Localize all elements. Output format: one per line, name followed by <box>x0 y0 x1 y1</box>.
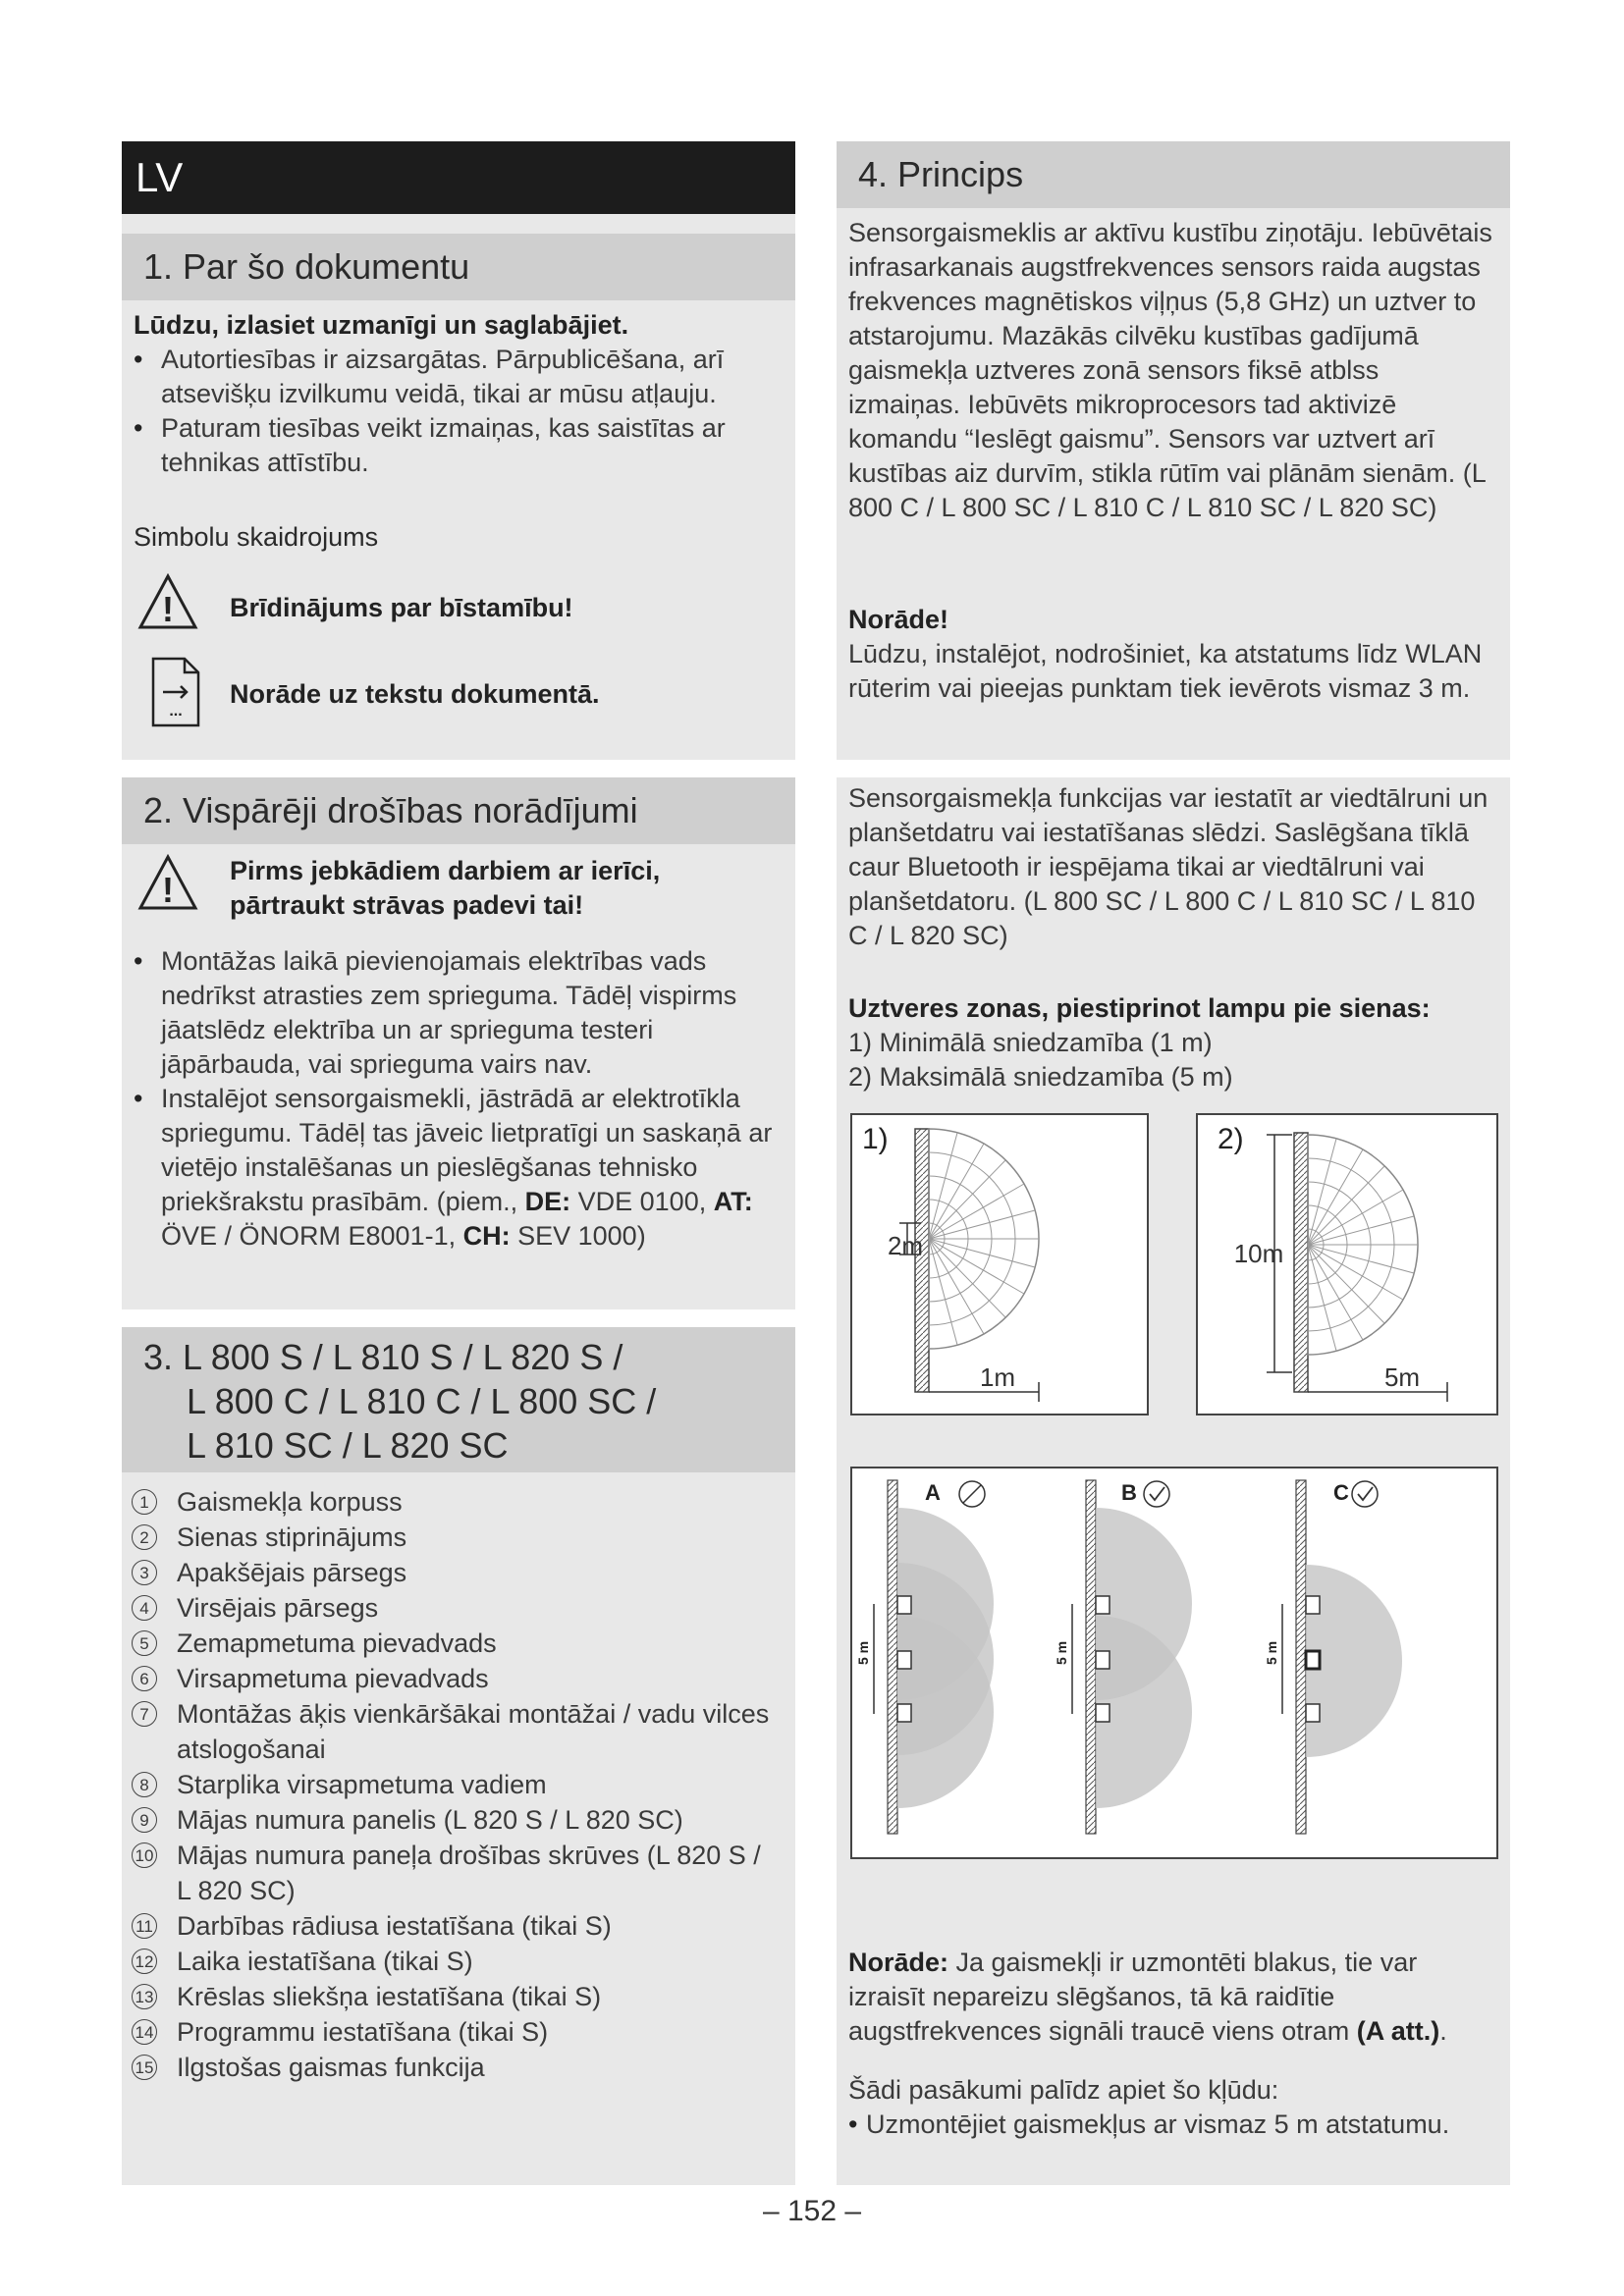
svg-text:!: ! <box>162 589 174 629</box>
list-item <box>132 1520 780 1555</box>
height-label: 2m <box>887 1231 924 1260</box>
interference-note: Norāde: Ja gaismekļi ir uzmontēti blakus, tie var izraisīt nepareizu slēgšanos, tā kā raidītie augstfrekvences signāli traucē viens otram (A att.). <box>848 1948 1447 2046</box>
placement-diagram <box>852 1468 1496 1857</box>
list-item-text: Darbības rādiusa iestatīšana (tikai S) <box>177 1911 612 1941</box>
list-item <box>132 1838 780 1908</box>
distance-label: 5 m <box>855 1640 871 1665</box>
divider <box>837 760 1510 777</box>
list-item <box>132 1908 780 1944</box>
list-item-text: Mājas numura paneļa drošības skrūves (L 820 S / L 820 SC) <box>177 1841 761 1905</box>
number-badge: 5 <box>132 1630 157 1656</box>
list-item-text: Starplika virsapmetuma vadiem <box>177 1770 547 1799</box>
number-badge: 8 <box>132 1772 157 1797</box>
distance-label: 5 m <box>1054 1640 1069 1665</box>
list-item <box>132 1590 780 1626</box>
figure-label: 2) <box>1218 1123 1244 1155</box>
list-item <box>132 1767 780 1802</box>
list-item-text: Apakšējais pārsegs <box>177 1558 407 1587</box>
list-item-text: Montāžas āķis vienkāršākai montāžai / vadu vilces atslogošanai <box>177 1699 770 1764</box>
list-item <box>132 1979 780 2014</box>
height-label: 10m <box>1233 1239 1284 1268</box>
section-2-warning: Pirms jebkādiem darbiem ar ierīci, pārtraukt strāvas padevi tai! <box>230 856 661 920</box>
list-item <box>132 1944 780 1979</box>
warning-icon <box>137 854 198 916</box>
number-badge: 1 <box>132 1489 157 1515</box>
list-item-text: Laika iestatīšana (tikai S) <box>177 1947 473 1976</box>
number-badge: 7 <box>132 1701 157 1727</box>
section-1-title: 1. Par šo dokumentu <box>122 234 795 300</box>
number-badge: 12 <box>132 1949 157 1974</box>
measures-intro: Šādi pasākumi palīdz apiet šo kļūdu: <box>848 2075 1279 2105</box>
prohibited-icon <box>959 1481 985 1507</box>
range-diagram-min <box>852 1115 1147 1414</box>
number-badge: 9 <box>132 1807 157 1833</box>
number-badge: 6 <box>132 1666 157 1691</box>
bullet: • Montāžas laikā pievienojamais elektrības vads nedrīkst atrasties zem sprieguma. Tādēļ vispirms jāatslēdz elektrība un ar sprieguma testeri jāpārbauda, vai sprieguma vairs nav. <box>122 944 782 1082</box>
list-item <box>132 2014 780 2050</box>
zone-1-text: 1) Minimālā sniedzamība (1 m) <box>848 1028 1213 1057</box>
figure-label: 1) <box>862 1123 889 1155</box>
number-badge: 14 <box>132 2019 157 2045</box>
bullet: • Paturam tiesības veikt izmaiņas, kas saistītas ar tehnikas attīstību. <box>122 411 770 480</box>
section-2-bullets <box>122 944 782 1254</box>
list-item <box>132 1661 780 1696</box>
variant-a <box>855 1480 994 1834</box>
checkmark-icon <box>1352 1481 1378 1507</box>
variant-c-label: C <box>1333 1480 1349 1505</box>
measures-list <box>837 2108 1504 2142</box>
section-3-title: 3. L 800 S / L 810 S / L 820 S / L 800 C / L 810 C / L 800 SC / L 810 SC / L 820 SC <box>122 1327 795 1472</box>
page-number: – 152 – <box>762 2195 862 2227</box>
figure-min-range <box>850 1113 1149 1415</box>
variant-b <box>1054 1480 1192 1834</box>
list-item-text: Mājas numura panelis (L 820 S / L 820 SC) <box>177 1805 683 1835</box>
number-badge: 13 <box>132 1984 157 2009</box>
radius-label: 1m <box>979 1362 1016 1392</box>
section-2-title: 2. Vispārēji drošības norādījumi <box>122 777 795 844</box>
checkmark-icon <box>1144 1481 1169 1507</box>
number-badge: 3 <box>132 1560 157 1585</box>
section-4-title: 4. Princips <box>837 141 1510 208</box>
range-diagram-max <box>1198 1115 1496 1414</box>
warning-icon <box>137 573 198 635</box>
functions-paragraph: Sensorgaismekļa funkcijas var iestatīt ar viedtālruni un planšetdatru vai iestatīšanas slēdzi. Saslēgšana tīklā caur Bluetooth ir iespējama tikai ar viedtālruni vai planšetdatoru. (L 800 SC / L 800 C / L 810 SC / L 810 C / L 820 SC) <box>848 783 1489 950</box>
bullet: • Autortiesības ir aizsargātas. Pārpublicēšana, arī atsevišķu izvilkumu veidā, tikai ar mūsu atļauju. <box>122 343 770 411</box>
divider <box>122 760 795 777</box>
symbol-warning-label: Brīdinājums par bīstamību! <box>230 593 573 622</box>
number-badge: 10 <box>132 1842 157 1868</box>
note-text: Lūdzu, instalējot, nodrošiniet, ka atstatums līdz WLAN rūterim vai pieejas punktam tiek ievērots vismaz 3 m. <box>848 639 1483 703</box>
number-badge: 15 <box>132 2055 157 2080</box>
principle-paragraph: Sensorgaismeklis ar aktīvu kustību ziņotāju. Iebūvētais infrasarkanais augstfrekvences sensors raida augstas frekvences magnētiskos viļņus (5,8 GHz) un uztver to atstarojumu. Mazākās cilvēku kustības gadījumā gaismekļa uztveres zonā sensors fiksē atblss izmaiņas. Iebūvēts mikroprocesors tad aktivizē komandu “Ieslēgt gaismu”. Sensors var uztvert arī kustības aiz durvīm, stikla rūtīm vai plānām sienām. (L 800 C / L 800 SC / L 810 C / L 810 SC / L 820 SC) <box>848 218 1492 522</box>
list-item-text: Ilgstošas gaismas funkcija <box>177 2053 485 2082</box>
list-item <box>132 1802 780 1838</box>
list-item-text: Gaismekļa korpuss <box>177 1487 403 1517</box>
radius-label: 5m <box>1383 1362 1421 1392</box>
number-badge: 11 <box>132 1913 157 1939</box>
variant-c <box>1264 1480 1402 1834</box>
bullet: • Uzmontējiet gaismekļus ar vismaz 5 m atstatumu. <box>837 2108 1504 2142</box>
number-badge: 4 <box>132 1595 157 1621</box>
list-item-text: Sienas stiprinājums <box>177 1522 407 1552</box>
svg-text:!: ! <box>162 870 174 910</box>
language-tab: LV <box>122 141 795 214</box>
number-badge: 2 <box>132 1524 157 1550</box>
list-item-text: Virsējais pārsegs <box>177 1593 379 1623</box>
section-1-lead: Lūdzu, izlasiet uzmanīgi un saglabājiet. <box>134 310 629 340</box>
figure-max-range <box>1196 1113 1498 1415</box>
list-item <box>132 1484 780 1520</box>
document-reference-icon <box>151 657 200 732</box>
right-column <box>837 141 1510 2185</box>
list-item <box>132 2050 780 2085</box>
parts-list <box>132 1484 780 2085</box>
note-title: Norāde! <box>848 605 949 634</box>
symbols-title: Simbolu skaidrojums <box>134 522 379 552</box>
distance-label: 5 m <box>1264 1640 1279 1665</box>
variant-a-label: A <box>925 1480 941 1505</box>
list-item <box>132 1626 780 1661</box>
symbol-reference-label: Norāde uz tekstu dokumentā. <box>230 679 600 709</box>
zones-title: Uztveres zonas, piestiprinot lampu pie sienas: <box>848 993 1431 1023</box>
svg-text:...: ... <box>169 703 183 720</box>
list-item-text: Zemapmetuma pievadvads <box>177 1629 497 1658</box>
list-item-text: Krēslas sliekšņa iestatīšana (tikai S) <box>177 1982 602 2011</box>
zone-2-text: 2) Maksimālā sniedzamība (5 m) <box>848 1062 1233 1092</box>
bullet: • Instalējot sensorgaismekli, jāstrādā ar elektrotīkla spriegumu. Tādēļ tas jāveic lietpratīgi un saskaņā ar vietējo instalēšanas un pieslēgšanas tehnisko priekšrakstu prasībām. (piem., DE: VDE 0100, AT: ÖVE / ÖNORM E8001-1, CH: SEV 1000) <box>122 1082 782 1254</box>
list-item-text: Virsapmetuma pievadvads <box>177 1664 489 1693</box>
left-column <box>122 141 795 2185</box>
list-item-text: Programmu iestatīšana (tikai S) <box>177 2017 549 2047</box>
section-1-bullets <box>122 343 770 480</box>
list-item <box>132 1696 780 1767</box>
figure-placement <box>850 1467 1498 1859</box>
variant-b-label: B <box>1121 1480 1137 1505</box>
divider <box>122 1309 795 1327</box>
list-item <box>132 1555 780 1590</box>
